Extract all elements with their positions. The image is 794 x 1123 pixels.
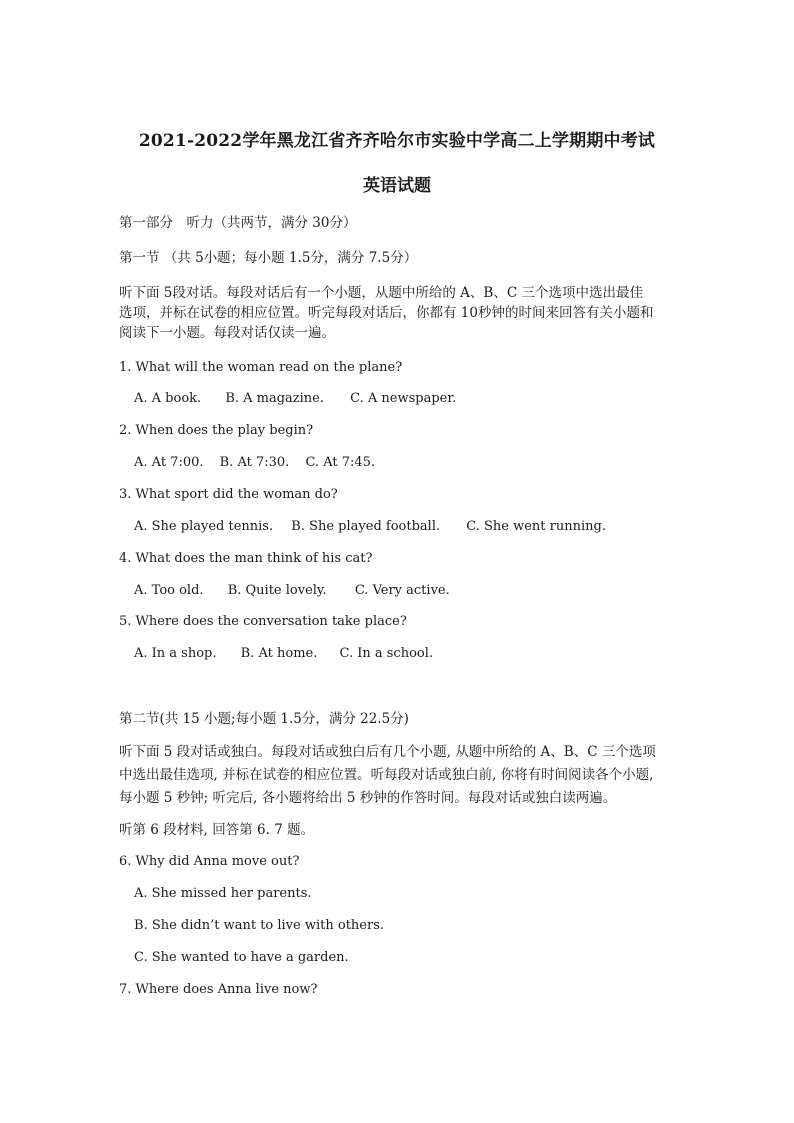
option-a: A. She played tennis. — [134, 519, 274, 534]
exam-title: 2021-2022学年黑龙江省齐齐哈尔市实验中学高二上学期期中考试 — [138, 131, 656, 151]
question-5-options — [134, 644, 433, 664]
question-6-option-a: A. She missed her parents. — [134, 886, 312, 901]
question-5: 5. Where does the conversation take place? — [119, 614, 407, 629]
option-b: B. A magazine. — [225, 391, 325, 406]
instruction-line: 阅读下一小题。每段对话仅读一遍。 — [119, 325, 335, 341]
option-c: C. At 7:45. — [305, 455, 376, 470]
section2-instructions — [119, 742, 679, 808]
option-b: B. At home. — [240, 646, 318, 661]
section1-heading: 第一节 （共 5小题；每小题 1.5分，满分 7.5分） — [119, 250, 418, 266]
section2-heading: 第二节(共 15 小题;每小题 1.5分，满分 22.5分) — [119, 711, 409, 727]
option-c: C. A newspaper. — [350, 391, 457, 406]
question-6-option-c: C. She wanted to have a garden. — [134, 950, 349, 965]
material-6-note: 听第 6 段材料, 回答第 6. 7 题。 — [119, 822, 315, 838]
question-4: 4. What does the man think of his cat? — [119, 551, 373, 566]
question-3-options — [134, 517, 606, 537]
question-6: 6. Why did Anna move out? — [119, 854, 300, 869]
part1-heading: 第一部分 听力（共两节，满分 30分） — [119, 215, 357, 231]
option-b: B. She played football. — [291, 519, 441, 534]
question-1: 1. What will the woman read on the plane? — [119, 360, 403, 375]
section1-instructions — [119, 283, 679, 343]
question-3: 3. What sport did the woman do? — [119, 487, 338, 502]
question-6-option-b: B. She didn’t want to live with others. — [134, 918, 385, 933]
option-b: B. At 7:30. — [219, 455, 290, 470]
option-a: A. Too old. — [134, 583, 204, 598]
exam-subtitle: 英语试题 — [363, 176, 431, 196]
option-c: C. In a school. — [339, 646, 434, 661]
option-a: A. At 7:00. — [134, 455, 204, 470]
instruction-line: 中选出最佳选项, 并标在试卷的相应位置。听每段对话或独白前, 你将有时间阅读各个小题, — [119, 767, 654, 783]
instruction-line: 听下面 5段对话。每段对话后有一个小题，从题中所给的 A、B、C 三个选项中选出最佳 — [119, 285, 643, 301]
option-c: C. She went running. — [466, 519, 606, 534]
instruction-line: 每小题 5 秒钟; 听完后, 各小题将给出 5 秒钟的作答时间。每段对话或独白读两遍。 — [119, 790, 617, 806]
option-a: A. In a shop. — [134, 646, 217, 661]
question-2: 2. When does the play begin? — [119, 423, 314, 438]
option-a: A. A book. — [134, 391, 202, 406]
instruction-line: 选项，并标在试卷的相应位置。听完每段对话后，你都有 10秒钟的时间来回答有关小题和 — [119, 305, 654, 321]
option-b: B. Quite lovely. — [227, 583, 327, 598]
instruction-line: 听下面 5 段对话或独白。每段对话或独白后有几个小题, 从题中所给的 A、B、C 三个选项 — [119, 744, 656, 760]
question-2-options — [134, 453, 375, 473]
question-4-options — [134, 581, 450, 601]
question-1-options — [134, 389, 456, 409]
question-7: 7. Where does Anna live now? — [119, 982, 318, 997]
option-c: C. Very active. — [354, 583, 450, 598]
